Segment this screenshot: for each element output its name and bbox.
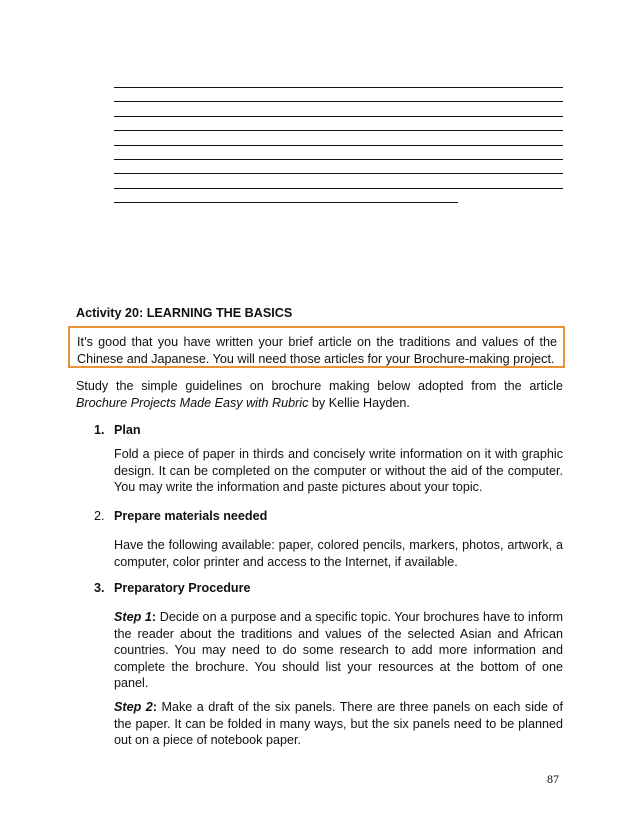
- step-1-paragraph: [114, 609, 563, 692]
- page-number: 87: [547, 772, 559, 786]
- item-3-heading: [94, 581, 251, 595]
- item-1-heading: [94, 423, 141, 437]
- answer-line: [114, 173, 563, 174]
- answer-line: [114, 87, 563, 88]
- item-title: Prepare materials needed: [114, 509, 268, 523]
- step-label: Step 1: [114, 610, 152, 624]
- item-title: Plan: [114, 423, 141, 437]
- activity-title: Activity 20: LEARNING THE BASICS: [76, 306, 293, 320]
- item-number: 3.: [94, 581, 105, 595]
- step-2-paragraph: [114, 699, 563, 749]
- step-colon: :: [152, 700, 157, 714]
- answer-line: [114, 145, 563, 146]
- item-number: 2.: [94, 509, 105, 523]
- answer-line: [114, 159, 563, 160]
- item-number: 1.: [94, 423, 105, 437]
- step-text: Decide on a purpose and a specific topic. Your brochures have to inform the reader about the traditions and values of the selected Asian and African countries. You may need to do some research to add more information and complete the brochure. You should list your resources at the bottom of one panel.: [114, 610, 564, 691]
- callout-box: [68, 326, 565, 368]
- answer-line-short: [114, 202, 458, 203]
- intro-author: by Kellie Hayden.: [308, 396, 410, 410]
- intro-text: Study the simple guidelines on brochure making below adopted from the article: [76, 379, 563, 393]
- item-2-text: Have the following available: paper, colored pencils, markers, photos, artwork, a computer, color printer and access to the Internet, if available.: [114, 538, 563, 569]
- step-colon: :: [151, 610, 157, 624]
- article-title: Brochure Projects Made Easy with Rubric: [76, 396, 309, 410]
- item-2-heading: [94, 509, 267, 523]
- step-text: Make a draft of the six panels. There are three panels on each side of the paper. It can be folded in many ways, but the six panels need to be planned out on a piece of notebook paper.: [114, 700, 564, 748]
- item-title: Preparatory Procedure: [114, 581, 251, 595]
- answer-line: [114, 130, 563, 131]
- item-1-text: Fold a piece of paper in thirds and concisely write information on it with graphic design. It can be completed on the computer or without the aid of the computer. You may write the information and paste pictures about your topic.: [114, 447, 563, 495]
- answer-line: [114, 188, 563, 189]
- answer-line: [114, 116, 563, 117]
- step-label: Step 2: [114, 700, 153, 714]
- answer-lines: [114, 87, 563, 217]
- intro-paragraph: [76, 378, 563, 412]
- answer-line: [114, 101, 563, 102]
- callout-text: It’s good that you have written your brief article on the traditions and values of the Chinese and Japanese. You will need those articles for your Brochure-making project.: [77, 335, 557, 366]
